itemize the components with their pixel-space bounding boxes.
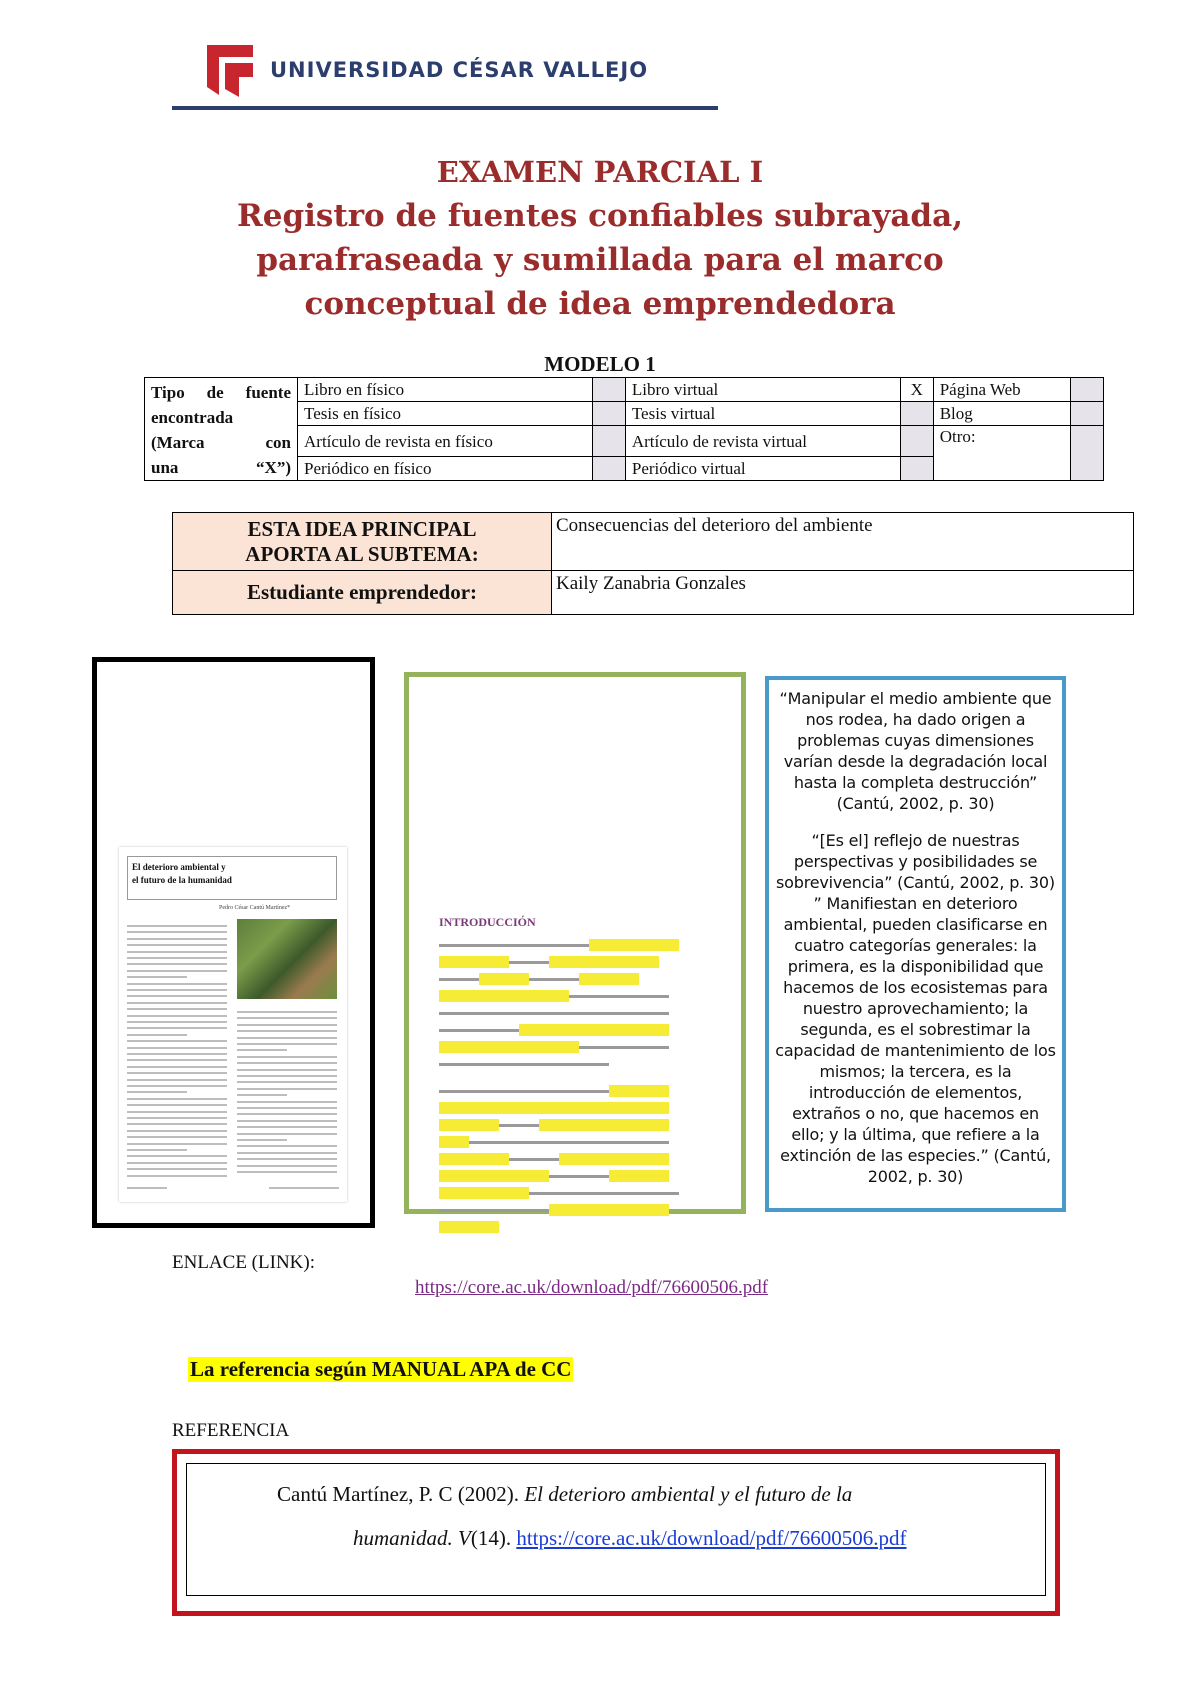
article-text-line bbox=[127, 1149, 187, 1151]
plain-text bbox=[619, 1192, 679, 1195]
exam-title bbox=[0, 150, 1200, 326]
article-text-line bbox=[237, 1081, 337, 1083]
highlighted-text bbox=[439, 1170, 549, 1182]
article-text-line bbox=[127, 963, 227, 965]
article-text-line bbox=[237, 1043, 337, 1045]
model-label: MODELO 1 bbox=[544, 352, 656, 376]
article-text-line bbox=[127, 1066, 227, 1068]
article-text-line bbox=[127, 1021, 227, 1023]
option-libro-virtual: Libro virtual bbox=[625, 378, 900, 402]
highlighted-text bbox=[439, 990, 569, 1002]
shield-logo-icon bbox=[205, 43, 255, 97]
article-text-line bbox=[127, 989, 227, 991]
highlighted-text bbox=[589, 939, 679, 951]
article-text-line bbox=[237, 1107, 337, 1109]
reference-box bbox=[172, 1449, 1060, 1616]
mark-otro[interactable] bbox=[1071, 426, 1104, 481]
highlighted-text bbox=[629, 1204, 669, 1216]
article-text-line bbox=[237, 1069, 337, 1071]
heading-line: (Marca con bbox=[151, 433, 291, 452]
plain-text bbox=[509, 1158, 559, 1161]
mark-articulo-fisico[interactable] bbox=[592, 426, 625, 457]
article-title bbox=[127, 856, 337, 900]
highlighted-text bbox=[439, 1041, 579, 1053]
excerpt-line bbox=[439, 1085, 709, 1097]
highlighted-text bbox=[579, 973, 639, 985]
plain-text bbox=[499, 1124, 539, 1127]
plain-text bbox=[589, 1141, 669, 1144]
source-type-table bbox=[144, 377, 1104, 481]
article-title-line: el futuro de la humanidad bbox=[132, 875, 232, 885]
reference-line-2 bbox=[353, 1526, 907, 1551]
reference-label: REFERENCIA bbox=[172, 1420, 290, 1441]
excerpt-line bbox=[439, 1007, 709, 1019]
article-text-line bbox=[237, 1037, 337, 1039]
article-text-line bbox=[237, 1062, 337, 1064]
article-text-line bbox=[127, 957, 227, 959]
article-text-line bbox=[127, 1162, 227, 1164]
article-text-line bbox=[237, 1120, 337, 1122]
article-text-line bbox=[127, 1053, 227, 1055]
subtopic-label-line: ESTA IDEA PRINCIPAL bbox=[247, 516, 477, 541]
excerpt-line bbox=[439, 939, 709, 951]
title-line-1: EXAMEN PARCIAL I bbox=[436, 155, 764, 189]
quotes-text bbox=[775, 688, 1056, 1203]
article-text-line bbox=[237, 1158, 337, 1160]
quote-3: ” Manifiestan en deterioro ambiental, pueden clasificarse en cuatro categorías generales: la primera, es la disponibilidad que hacemos de los ecosistemas para nuestro aprovechamiento; la segunda, es el sobrestimar la capacidad de mantenimiento de los mismos; la tercera, es la introducción de elementos, extraños o no, que hacemos en ello; y la última, que refiere a la extinción de las especies.” (Cantú, 2002, p. 30) bbox=[775, 894, 1056, 1186]
article-text-line bbox=[127, 1059, 227, 1061]
quote-2: “[Es el] reflejo de nuestras perspectivas y posibilidades se sobrevivencia” (Cantú, 2002, p. 30) bbox=[776, 831, 1055, 892]
article-text-line bbox=[127, 970, 227, 972]
article-text-line bbox=[237, 1152, 337, 1154]
plain-text bbox=[599, 1012, 669, 1015]
highlighted-text bbox=[609, 1170, 669, 1182]
subtopic-label-line: APORTA AL SUBTEMA: bbox=[245, 541, 479, 566]
title-line-2: Registro de fuentes confiables subrayada, bbox=[236, 198, 963, 234]
mark-pagina-web[interactable] bbox=[1071, 378, 1104, 402]
excerpt-line bbox=[439, 956, 709, 968]
plain-text bbox=[459, 1090, 609, 1093]
source-link[interactable]: https://core.ac.uk/download/pdf/76600506.pdf bbox=[415, 1277, 769, 1298]
article-title-line: El deterioro ambiental y bbox=[132, 862, 226, 872]
article-text-line bbox=[127, 925, 227, 927]
option-otro: Otro: bbox=[933, 426, 1070, 481]
excerpt-line bbox=[439, 1204, 709, 1216]
highlighted-text bbox=[479, 973, 529, 985]
reference-title-part2: humanidad. V bbox=[353, 1526, 471, 1550]
header-divider bbox=[172, 106, 718, 110]
mark-libro-virtual[interactable]: X bbox=[900, 378, 933, 402]
article-text-line bbox=[127, 931, 227, 933]
highlighted-text bbox=[559, 1102, 669, 1114]
option-tesis-fisico: Tesis en físico bbox=[298, 402, 593, 426]
highlighted-text bbox=[439, 1119, 499, 1131]
plain-text bbox=[439, 944, 469, 947]
mark-articulo-virtual[interactable] bbox=[900, 426, 933, 457]
plain-text bbox=[439, 978, 479, 981]
option-tesis-virtual: Tesis virtual bbox=[625, 402, 900, 426]
highlighted-text bbox=[549, 956, 659, 968]
article-text-line bbox=[127, 1047, 227, 1049]
title-line-4: conceptual de idea emprendedora bbox=[304, 286, 896, 322]
reference-inner-box bbox=[186, 1463, 1046, 1596]
quotes-panel bbox=[765, 676, 1066, 1212]
excerpt-line bbox=[439, 1041, 709, 1053]
article-text-line bbox=[127, 1168, 227, 1170]
article-text-line bbox=[127, 1136, 227, 1138]
reference-link[interactable]: https://core.ac.uk/download/pdf/76600506.pdf bbox=[516, 1526, 907, 1550]
idea-table bbox=[172, 512, 1134, 615]
article-author: Pedro César Cantú Martínez* bbox=[219, 905, 291, 911]
highlighted-text bbox=[439, 1187, 529, 1199]
option-libro-fisico: Libro en físico bbox=[298, 378, 593, 402]
option-periodico-virtual: Periódico virtual bbox=[625, 457, 900, 481]
article-text-line bbox=[237, 1126, 337, 1128]
student-label: Estudiante emprendedor: bbox=[173, 571, 552, 615]
university-logo bbox=[205, 43, 255, 97]
article-text-line bbox=[127, 1072, 227, 1074]
plain-text bbox=[439, 1029, 519, 1032]
option-articulo-fisico: Artículo de revista en físico bbox=[298, 426, 593, 457]
article-text-line bbox=[237, 1133, 337, 1135]
article-text-line bbox=[127, 951, 227, 953]
highlighted-text bbox=[439, 1153, 509, 1165]
article-text-line bbox=[127, 1098, 227, 1100]
article-text-line bbox=[127, 983, 227, 985]
plain-text bbox=[439, 1209, 549, 1212]
article-text-line bbox=[237, 1030, 337, 1032]
article-text-line bbox=[127, 1015, 227, 1017]
article-text-line bbox=[127, 1034, 187, 1036]
excerpt-line bbox=[439, 990, 709, 1002]
article-text-line bbox=[237, 1171, 337, 1173]
article-text-line bbox=[127, 976, 187, 978]
heading-line: encontrada bbox=[151, 408, 234, 427]
article-text-line bbox=[237, 1145, 337, 1147]
article-text-line bbox=[237, 1075, 337, 1077]
article-text-line bbox=[237, 1049, 287, 1051]
plain-text bbox=[529, 978, 579, 981]
article-text-line bbox=[127, 995, 227, 997]
article-text-line bbox=[127, 1091, 187, 1093]
excerpt-line bbox=[439, 1136, 709, 1148]
article-text-line bbox=[127, 1175, 227, 1177]
plain-text bbox=[439, 1012, 599, 1015]
reference-authors: Cantú Martínez, P. C (2002). bbox=[277, 1482, 525, 1506]
article-text-line bbox=[127, 1155, 227, 1157]
mark-periodico-virtual[interactable] bbox=[900, 457, 933, 481]
excerpt-line bbox=[439, 1024, 709, 1036]
highlighted-text bbox=[519, 1024, 669, 1036]
highlighted-text bbox=[549, 1204, 629, 1216]
reference-title-part1: El deterioro ambiental y el futuro de la bbox=[524, 1482, 853, 1506]
excerpt-line bbox=[439, 1102, 709, 1114]
plain-text bbox=[439, 1063, 609, 1066]
article-text-line bbox=[127, 1085, 227, 1087]
article-text-line bbox=[127, 1079, 227, 1081]
article-text-line bbox=[237, 1024, 337, 1026]
article-text-line bbox=[237, 1056, 337, 1058]
mark-blog[interactable] bbox=[1071, 402, 1104, 426]
excerpt-line bbox=[439, 1119, 709, 1131]
article-text-line bbox=[237, 1011, 337, 1013]
title-line-3: parafraseada y sumillada para el marco bbox=[256, 242, 944, 278]
plain-text bbox=[439, 1090, 459, 1093]
article-text-line bbox=[127, 938, 227, 940]
article-text-line bbox=[127, 1130, 227, 1132]
subtopic-label bbox=[173, 513, 552, 571]
mark-libro-fisico[interactable] bbox=[592, 378, 625, 402]
plain-text bbox=[529, 1192, 619, 1195]
mark-tesis-fisico[interactable] bbox=[592, 402, 625, 426]
mark-periodico-fisico[interactable] bbox=[592, 457, 625, 481]
highlighted-text bbox=[559, 1153, 669, 1165]
article-page-image bbox=[119, 847, 347, 1202]
article-text-line bbox=[127, 1027, 227, 1029]
heading-line: una “X”) bbox=[151, 458, 291, 477]
reference-line-1 bbox=[277, 1482, 852, 1507]
highlighted-text bbox=[539, 1119, 669, 1131]
plain-text bbox=[469, 944, 589, 947]
article-text-line bbox=[127, 1040, 227, 1042]
subtopic-value[interactable]: Consecuencias del deterioro del ambiente bbox=[552, 513, 1134, 571]
heading-line: Tipo de fuente bbox=[151, 383, 291, 402]
article-text-line bbox=[127, 944, 227, 946]
excerpt-line bbox=[439, 1153, 709, 1165]
article-text-line bbox=[127, 1111, 227, 1113]
plain-text bbox=[579, 1046, 669, 1049]
article-text-line bbox=[237, 1088, 337, 1090]
highlighted-text bbox=[439, 956, 509, 968]
excerpt-line bbox=[439, 1221, 709, 1233]
option-periodico-fisico: Periódico en físico bbox=[298, 457, 593, 481]
article-text-line bbox=[127, 1104, 227, 1106]
article-text-line bbox=[127, 1002, 227, 1004]
excerpt-heading: INTRODUCCIÓN bbox=[439, 915, 536, 929]
university-name: UNIVERSIDAD CÉSAR VALLEJO bbox=[270, 58, 649, 82]
highlighted-text bbox=[439, 1136, 469, 1148]
mark-tesis-virtual[interactable] bbox=[900, 402, 933, 426]
article-text-line bbox=[237, 1165, 337, 1167]
option-articulo-virtual: Artículo de revista virtual bbox=[625, 426, 900, 457]
article-thumbnail-panel bbox=[92, 657, 375, 1228]
highlighted-excerpt-panel bbox=[404, 672, 746, 1214]
source-type-heading bbox=[145, 378, 298, 481]
article-text-line bbox=[127, 1187, 167, 1189]
option-blog: Blog bbox=[933, 402, 1070, 426]
article-text-line bbox=[237, 1101, 337, 1103]
plain-text bbox=[509, 961, 549, 964]
highlighted-text bbox=[609, 1085, 669, 1097]
article-text-line bbox=[237, 1017, 337, 1019]
excerpt-line bbox=[439, 1058, 709, 1070]
reference-volume: (14). bbox=[470, 1526, 517, 1550]
quote-1: “Manipular el medio ambiente que nos rodea, ha dado origen a problemas cuyas dimensiones varían desde la degradación local hasta la completa destrucción” (Cantú, 2002, p. 30) bbox=[779, 689, 1052, 813]
highlighted-text bbox=[439, 1102, 559, 1114]
article-text-line bbox=[127, 1143, 227, 1145]
option-pagina-web: Página Web bbox=[933, 378, 1070, 402]
article-text-line bbox=[127, 1117, 227, 1119]
excerpt-line bbox=[439, 1170, 709, 1182]
article-text-line bbox=[127, 1008, 227, 1010]
link-label: ENLACE (LINK): bbox=[172, 1252, 315, 1273]
student-value[interactable]: Kaily Zanabria Gonzales bbox=[552, 571, 1134, 615]
article-text-line bbox=[237, 1139, 287, 1141]
article-text-line bbox=[269, 1187, 339, 1189]
article-text-line bbox=[237, 1094, 287, 1096]
article-text-line bbox=[127, 1123, 227, 1125]
excerpt-line bbox=[439, 1187, 709, 1199]
reference-heading: La referencia según MANUAL APA de CC bbox=[190, 1357, 572, 1381]
excerpt-line bbox=[439, 973, 709, 985]
plain-text bbox=[549, 1175, 609, 1178]
plain-text bbox=[469, 1141, 589, 1144]
plain-text bbox=[569, 995, 669, 998]
article-text-line bbox=[237, 1113, 337, 1115]
article-photo bbox=[237, 919, 337, 999]
highlighted-text bbox=[439, 1221, 499, 1233]
